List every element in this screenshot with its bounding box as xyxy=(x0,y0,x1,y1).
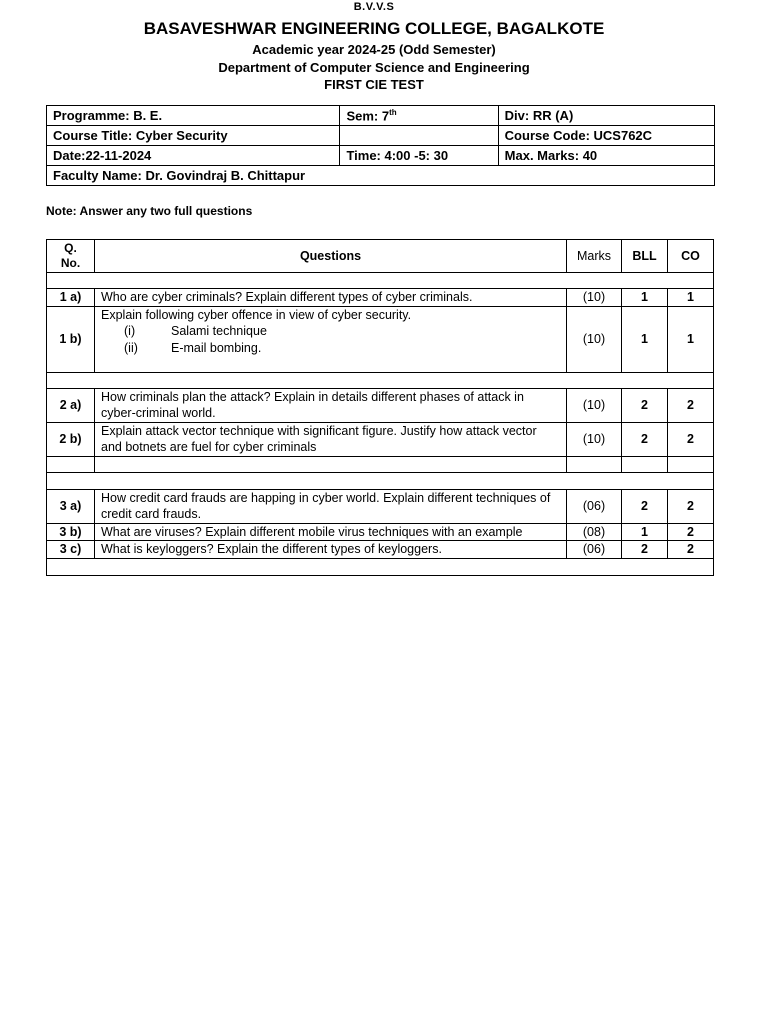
table-row xyxy=(47,422,714,456)
question-co: 2 xyxy=(668,523,714,541)
course-title-cell: Course Title: Cyber Security xyxy=(47,126,340,146)
question-co: 1 xyxy=(668,306,714,372)
question-marks: (08) xyxy=(567,523,622,541)
question-number: 2 b) xyxy=(47,422,95,456)
table-row xyxy=(47,289,714,307)
empty-cell xyxy=(622,456,668,472)
empty-cell xyxy=(95,456,567,472)
question-text: What is keyloggers? Explain the different types of keyloggers. xyxy=(95,541,567,559)
spacer-cell xyxy=(47,372,714,388)
question-number: 2 a) xyxy=(47,388,95,422)
spacer-row xyxy=(47,558,714,575)
department-name: Department of Computer Science and Engineering xyxy=(218,60,530,75)
question-marks: (10) xyxy=(567,289,622,307)
division-cell: Div: RR (A) xyxy=(498,106,714,126)
semester-value: Sem: 7 xyxy=(346,108,390,124)
question-text: Explain attack vector technique with significant figure. Justify how attack vector and botnets are fuel for cyber criminals xyxy=(95,422,567,456)
spacer-cell xyxy=(47,273,714,289)
empty-cell xyxy=(47,456,95,472)
question-bll: 1 xyxy=(622,289,668,307)
table-header-row xyxy=(47,240,714,273)
question-co: 2 xyxy=(668,388,714,422)
questions-header: Questions xyxy=(95,240,567,273)
college-name: BASAVESHWAR ENGINEERING COLLEGE, BAGALKOTE xyxy=(143,19,605,38)
question-text-cell xyxy=(95,306,567,372)
semester-suffix: th xyxy=(389,107,397,117)
question-number: 1 a) xyxy=(47,289,95,307)
qno-header-text: Q. No. xyxy=(60,241,81,270)
question-marks: (10) xyxy=(567,306,622,372)
question-co: 2 xyxy=(668,489,714,523)
sub-item xyxy=(101,323,560,340)
spacer-row xyxy=(47,472,714,489)
empty-row xyxy=(47,456,714,472)
question-bll: 1 xyxy=(622,306,668,372)
question-bll: 2 xyxy=(622,388,668,422)
question-bll: 2 xyxy=(622,422,668,456)
question-text: How credit card frauds are happing in cyber world. Explain different techniques of credit card frauds. xyxy=(95,489,567,523)
empty-cell xyxy=(567,456,622,472)
co-header: CO xyxy=(668,240,714,273)
question-marks: (10) xyxy=(567,422,622,456)
instruction-note: Note: Answer any two full questions xyxy=(46,204,253,218)
questions-table xyxy=(46,239,714,576)
question-number: 3 b) xyxy=(47,523,95,541)
question-bll: 2 xyxy=(622,489,668,523)
bll-header: BLL xyxy=(622,240,668,273)
spacer-row xyxy=(47,273,714,289)
question-text: Explain following cyber offence in view of cyber security. xyxy=(101,307,412,322)
question-text: What are viruses? Explain different mobile virus techniques with an example xyxy=(95,523,567,541)
empty-cell xyxy=(340,126,498,146)
table-row xyxy=(47,489,714,523)
question-bll: 1 xyxy=(622,523,668,541)
faculty-cell: Faculty Name: Dr. Govindraj B. Chittapur xyxy=(47,166,715,186)
trust-name: B.V.V.S xyxy=(353,1,395,13)
max-marks-cell: Max. Marks: 40 xyxy=(498,146,714,166)
empty-cell xyxy=(668,456,714,472)
semester-cell xyxy=(340,106,498,126)
question-number: 3 a) xyxy=(47,489,95,523)
question-text: How criminals plan the attack? Explain in details different phases of attack in cyber-criminal world. xyxy=(95,388,567,422)
table-row xyxy=(47,388,714,422)
course-info-table xyxy=(46,105,715,186)
test-title: FIRST CIE TEST xyxy=(324,77,424,92)
table-row xyxy=(47,523,714,541)
spacer-cell xyxy=(47,558,714,575)
time-cell: Time: 4:00 -5: 30 xyxy=(340,146,498,166)
question-marks: (10) xyxy=(567,388,622,422)
sub-item-number: (ii) xyxy=(124,340,138,355)
academic-year: Academic year 2024-25 (Odd Semester) xyxy=(252,42,496,57)
question-co: 2 xyxy=(668,422,714,456)
sub-item xyxy=(101,340,560,357)
question-marks: (06) xyxy=(567,489,622,523)
programme-cell: Programme: B. E. xyxy=(47,106,340,126)
table-row xyxy=(47,541,714,559)
date-cell: Date:22-11-2024 xyxy=(47,146,340,166)
table-row xyxy=(47,306,714,372)
sub-item-number: (i) xyxy=(124,324,136,338)
sub-item-text: Salami technique xyxy=(171,324,267,338)
question-text: Who are cyber criminals? Explain different types of cyber criminals. xyxy=(95,289,567,307)
question-number: 1 b) xyxy=(47,306,95,372)
question-bll: 2 xyxy=(622,541,668,559)
question-marks: (06) xyxy=(567,541,622,559)
question-co: 1 xyxy=(668,289,714,307)
spacer-row xyxy=(47,372,714,388)
qno-header xyxy=(47,240,95,273)
sub-item-text: E-mail bombing. xyxy=(171,340,262,355)
marks-header: Marks xyxy=(567,240,622,273)
question-number: 3 c) xyxy=(47,541,95,559)
question-co: 2 xyxy=(668,541,714,559)
course-code-cell: Course Code: UCS762C xyxy=(498,126,714,146)
spacer-cell xyxy=(47,472,714,489)
